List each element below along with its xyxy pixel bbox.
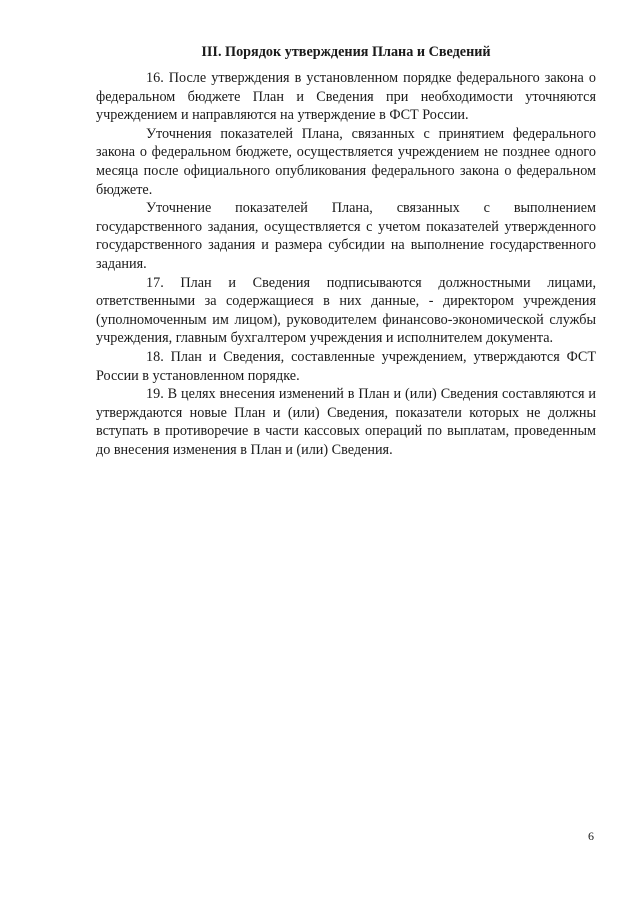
paragraph-16: 16. После утверждения в установленном порядке федерального закона о федеральном бюджете План и Сведения при необходимости уточняются учреждением и направляются на утверждение в ФСТ России.	[96, 70, 596, 124]
paragraph-16-clarification-state-task: Уточнение показателей Плана, связанных с выполнением государственного задания, осуществляется с учетом показателей утвержденного государственного задания и размера субсидии на выполнение государственного задания.	[96, 200, 596, 272]
body-text	[96, 69, 596, 459]
paragraph-16-clarification-budget-law: Уточнения показателей Плана, связанных с принятием федерального закона о федеральном бюджете, осуществляется учреждением не позднее одного месяца после официального опубликования федерального закона о федеральном бюджете.	[96, 125, 596, 198]
section-heading: III. Порядок утверждения Плана и Сведений	[201, 44, 491, 60]
paragraph-19: 19. В целях внесения изменений в План и (или) Сведения составляются и утверждаются новые План и (или) Сведения, показатели которых не должны вступать в противоречие в части кассовых операций по выплатам, проведенным до внесения изменения в План и (или) Сведения.	[96, 386, 596, 458]
page-number: 6	[588, 829, 594, 843]
paragraph-18: 18. План и Сведения, составленные учреждением, утверждаются ФСТ России в установленном порядке.	[96, 348, 596, 384]
paragraph-17: 17. План и Сведения подписываются должностными лицами, ответственными за содержащиеся в них данные, - директором учреждения (уполномоченным им лицом), руководителем финансово-экономической службы учреждения, главным бухгалтером учреждения и исполнителем документа.	[96, 274, 596, 347]
